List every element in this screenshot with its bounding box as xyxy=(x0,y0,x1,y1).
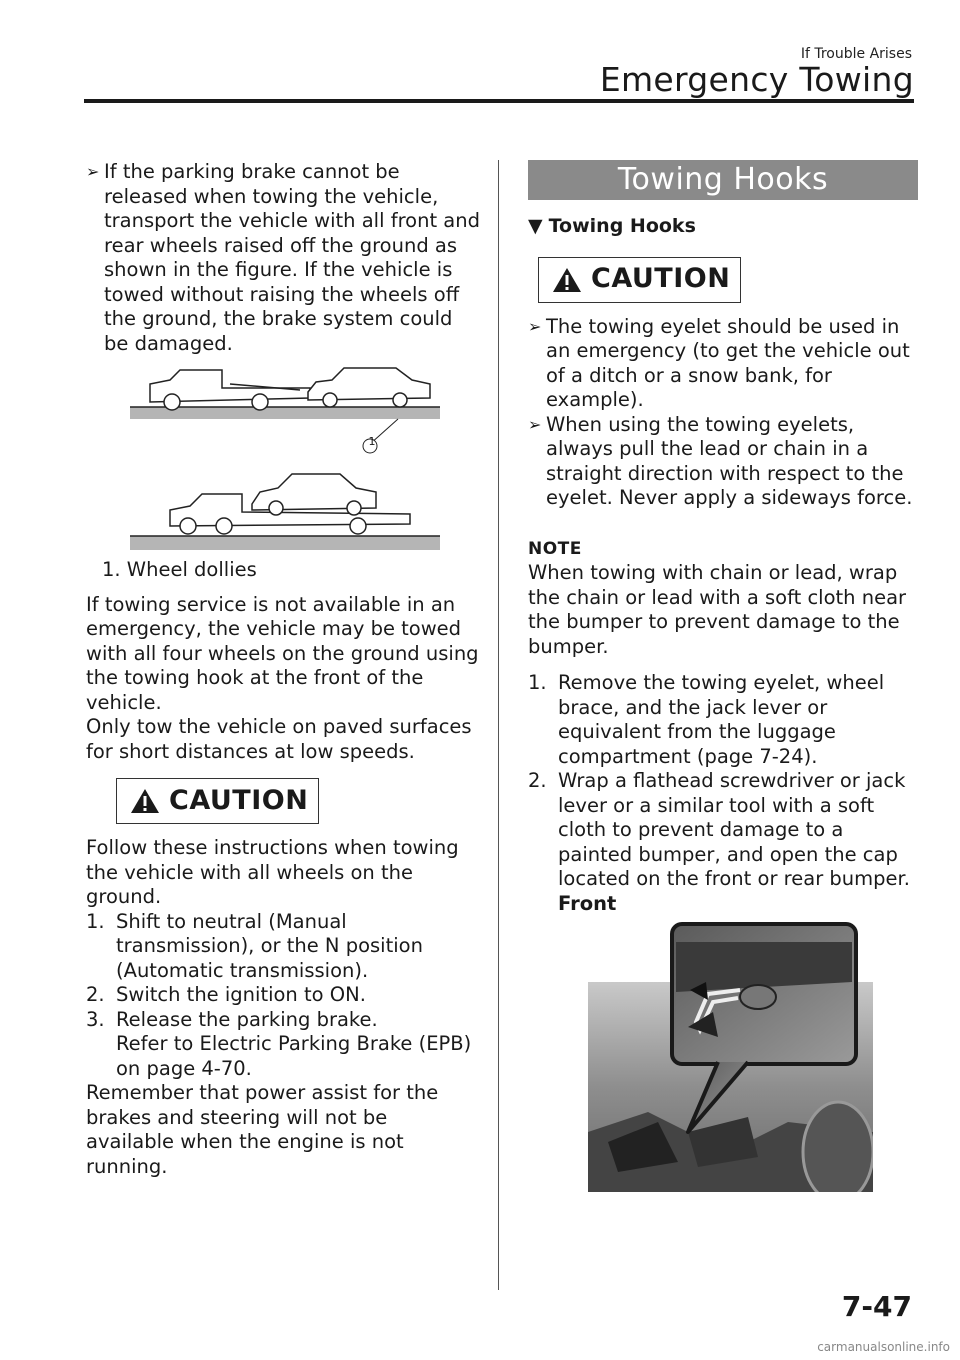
section-banner: Towing Hooks xyxy=(528,160,918,200)
caution-label: CAUTION xyxy=(591,263,731,295)
arrow-bullet-icon: ➢ xyxy=(528,414,542,434)
step-text: Release the parking brake. xyxy=(116,1007,378,1031)
header-section: If Trouble Arises xyxy=(800,46,912,62)
step-text: Remove the towing eyelet, wheel brace, and the jack lever or equivalent from the luggage compartment (page 7-24). xyxy=(558,671,885,768)
paragraph: If towing service is not available in an emergency, the vehicle may be towed with all four wheels on the ground using the towing hook at the front of the vehicle. xyxy=(86,592,479,714)
note-label: NOTE xyxy=(528,538,582,559)
header-rule xyxy=(84,99,914,103)
caution-heading xyxy=(116,778,481,824)
step-reference: Refer to Electric Parking Brake (EPB) on page 4-70. xyxy=(116,1032,472,1080)
watermark: carmanualsonline.info xyxy=(817,1340,950,1354)
caution-label: CAUTION xyxy=(169,784,309,816)
front-label: Front xyxy=(558,891,617,915)
step-number: 3. xyxy=(86,1007,105,1031)
figure-callout-number: 1 xyxy=(368,435,376,448)
step-item xyxy=(528,671,918,769)
header-title: Emergency Towing xyxy=(599,60,914,99)
towing-figure xyxy=(130,364,440,554)
note-text: When towing with chain or lead, wrap the chain or lead with a soft cloth near the bumper to prevent damage to the bumper. xyxy=(528,561,907,658)
bullet-item xyxy=(86,160,481,356)
arrow-bullet-icon: ➢ xyxy=(86,162,100,181)
bullet-text: The towing eyelet should be used in an emergency (to get the vehicle out of a ditch or a snow bank, for example). xyxy=(546,314,910,411)
step-number: 1. xyxy=(528,671,547,694)
step-item xyxy=(86,910,481,984)
triangle-marker-icon: ▼ xyxy=(528,215,543,237)
page-number: 7-47 xyxy=(841,1290,912,1323)
subheading-text: Towing Hooks xyxy=(548,215,696,237)
column-divider xyxy=(498,160,499,1290)
caution-heading xyxy=(538,257,918,303)
figure-caption: 1. Wheel dollies xyxy=(102,558,257,581)
closing-paragraph: Remember that power assist for the brakes and steering will not be available when the engine is not running. xyxy=(86,1081,439,1178)
bumper-figure xyxy=(588,922,873,1192)
bullet-item xyxy=(528,413,918,511)
tow-truck-illustration xyxy=(130,364,440,554)
paragraph: Only tow the vehicle on paved surfaces for short distances at low speeds. xyxy=(86,715,472,763)
step-item xyxy=(86,983,481,1008)
bumper-photo-illustration xyxy=(588,922,873,1192)
bullet-text: When using the towing eyelets, always pull the lead or chain in a straight direction with respect to the eyelet. Never apply a sideways force. xyxy=(546,412,913,509)
step-number: 1. xyxy=(86,909,105,933)
step-item xyxy=(528,769,918,892)
step-number: 2. xyxy=(86,983,105,1006)
right-column xyxy=(528,160,918,1192)
bullet-text: If the parking brake cannot be released when towing the vehicle, transport the vehicle with all front and rear wheels raised off the ground as shown in the figure. If the vehicle is towed without raising the wheels off the ground, the brake system could be damaged. xyxy=(104,160,480,355)
caution-box xyxy=(538,257,741,303)
bullet-item xyxy=(528,315,918,413)
step-item xyxy=(86,1008,481,1033)
warning-triangle-icon xyxy=(551,266,583,294)
warning-triangle-icon xyxy=(129,787,161,815)
left-column xyxy=(86,160,481,1179)
subheading xyxy=(528,214,918,239)
step-number: 2. xyxy=(528,769,547,792)
caution-intro: Follow these instructions when towing the vehicle with all wheels on the ground. xyxy=(86,836,459,908)
arrow-bullet-icon: ➢ xyxy=(528,316,542,336)
step-text: Wrap a flathead screwdriver or jack lever or a similar tool with a soft cloth to prevent damage to a painted bumper, and open the cap located on the front or rear bumper. xyxy=(558,769,910,890)
step-text: Switch the ignition to ON. xyxy=(116,983,366,1006)
step-text: Shift to neutral (Manual transmission), or the N position (Automatic transmission). xyxy=(116,909,423,982)
caution-box xyxy=(116,778,319,824)
